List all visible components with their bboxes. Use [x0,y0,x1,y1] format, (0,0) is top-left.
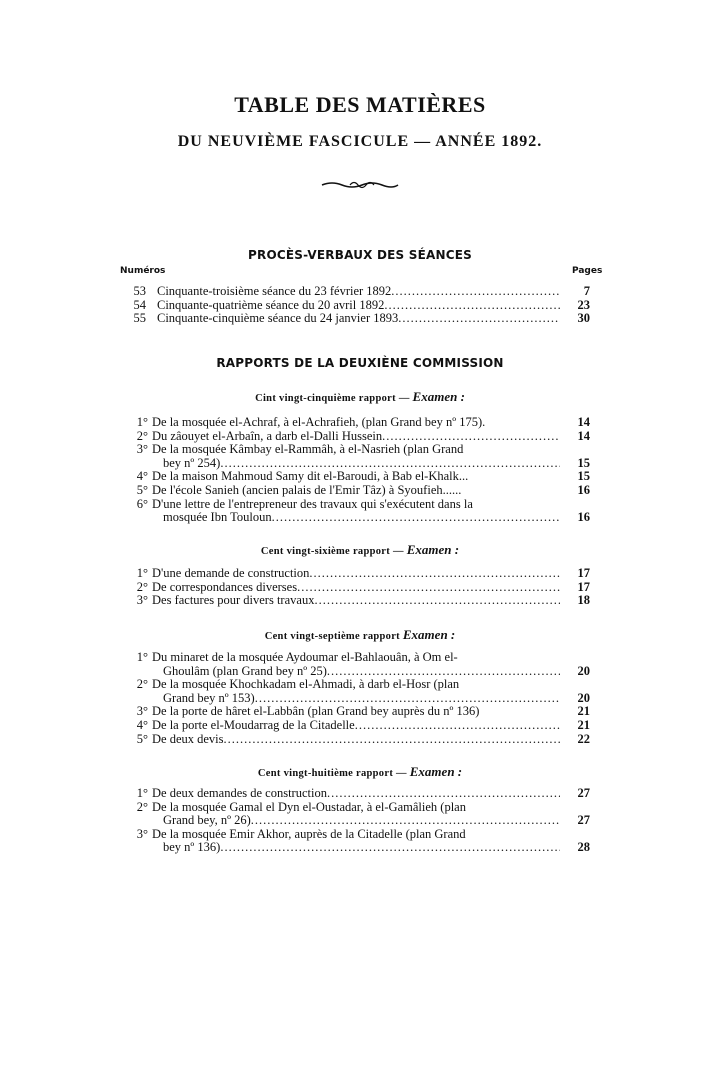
entry-number: 6° [136,496,148,511]
entry-text: De la mosquée Khochkadam el-Ahmadi, à darb el-Hosr (plan [152,678,460,692]
toc-entry [0,787,720,801]
toc-entry [0,719,720,733]
entry-number: 3° [136,704,148,719]
toc-entry [0,484,720,498]
entry-page: 21 [577,704,590,719]
report-heading-126 [0,542,720,558]
column-label-pages: Pages [572,266,603,276]
entry-page: 20 [577,663,590,678]
entry-text: De la mosquée Emir Akhor, auprès de la Citadelle (plan Grand [152,827,466,841]
entry-text: De la porte de hâret el-Labbân (plan Grand bey auprès du nº 136) [152,705,480,719]
entry-text: De la porte el-Moudarrag de la Citadelle ..... [152,719,560,733]
entry-number: 3° [136,442,148,457]
entry-page: 18 [577,593,590,608]
report-exam-label: Examen : [402,627,456,642]
toc-entry [0,678,720,705]
toc-entry [0,828,720,855]
toc-entry [0,416,720,430]
entry-text: De deux demandes de construction ..... [152,787,560,801]
toc-entry [0,594,720,608]
report-exam-label: Examen : [409,764,463,779]
entry-page: 21 [577,718,590,732]
toc-entry [0,705,720,719]
entry-text-continued: mosquée Ibn Touloun ..... [163,511,560,525]
page-title: TABLE DES MATIÈRES [234,92,486,117]
entry-text: D'une demande de construction ..... [152,567,560,581]
entry-text: Du minaret de la mosquée Aydoumar el-Bahlaouân, à Om el- [152,651,458,664]
entry-text: De la mosquée el-Achraf, à el-Achrafieh, (plan Grand bey nº 175). [152,416,486,429]
entry-number: 2° [136,677,148,692]
entry-number: 2° [136,799,148,814]
entry-text: De la mosquée Kâmbay el-Rammâh, à el-Nasrieh (plan Grand [152,443,464,457]
entry-number: 4° [136,469,148,484]
report-title: Cent vingt-huitième rapport — [257,768,410,779]
entry-page: 20 [577,690,590,705]
entry-page: 27 [577,786,590,800]
toc-entry [0,430,720,444]
entry-page: 22 [577,731,590,746]
entry-text-continued: Ghoulâm (plan Grand bey nº 25) ..... [163,665,560,679]
toc-entry [0,801,720,828]
section-heading-proces: PROCÈS-VERBAUX DES SÉANCES [248,248,472,262]
report-title: Cent vingt-septième rapport [264,631,403,642]
entry-text: De deux devis ..... [152,733,560,747]
entry-number: 1° [136,566,148,580]
toc-entry [0,651,720,678]
entry-number: 5° [136,731,148,746]
report-heading-127 [0,627,720,643]
report-title: Cint vingt-cinquième rapport — [255,393,413,404]
entry-number: 55 [133,311,146,325]
entry-text: De la maison Mahmoud Samy dit el-Baroudi, à Bab el-Khalk... [152,470,469,484]
entry-page: 23 [577,297,590,312]
section-heading-commission: RAPPORTS DE LA DEUXIÈNE COMMISSION [216,356,504,370]
entry-page: 28 [577,840,590,855]
entry-text-continued: bey nº 136) ..... [163,841,560,855]
toc-entry [0,498,720,525]
entry-text: De correspondances diverses ..... [152,581,560,595]
ornament-divider [320,180,400,190]
entry-number: 54 [133,297,146,312]
entry-page: 16 [577,483,590,497]
entry-text: Du zâouyet el-Arbaîn, a darb el-Dalli Hussein ..... [152,430,560,444]
column-label-numeros: Numéros [120,266,166,276]
report-heading-128 [0,764,720,780]
entry-text: D'une lettre de l'entrepreneur des travaux qui s'exécutent dans la [152,497,473,511]
toc-entry [0,285,720,299]
toc-entry [0,299,720,313]
entry-number: 1° [136,786,148,800]
entry-page: 27 [577,813,590,828]
entry-number: 1° [136,650,148,664]
entry-page: 7 [583,284,590,298]
entry-number: 2° [136,428,148,443]
entry-page: 15 [577,469,590,484]
report-exam-label: Examen : [406,542,460,557]
toc-entry [0,312,720,326]
toc-entry [0,733,720,747]
toc-entry [0,443,720,470]
entry-page: 17 [577,566,590,580]
entry-page: 14 [577,415,590,429]
toc-entry [0,470,720,484]
entry-text: De la mosquée Gamal el Dyn el-Oustadar, à el-Gamâlieh (plan [152,800,466,814]
report-heading-125 [0,389,720,405]
entry-text: Cinquante-troisième séance du 23 février 1892 ..... [157,285,560,299]
entry-number: 5° [136,483,148,497]
entry-page: 16 [577,510,590,525]
entry-number: 2° [136,579,148,594]
entry-number: 53 [133,284,146,298]
entry-page: 30 [577,311,590,325]
entry-text: Cinquante-quatrième séance du 20 avril 1892 ..... [157,299,560,313]
entry-page: 15 [577,455,590,470]
toc-entry [0,567,720,581]
entry-number: 1° [136,415,148,429]
entry-number: 3° [136,593,148,608]
entry-text: Des factures pour divers travaux ..... [152,594,560,608]
entry-number: 3° [136,826,148,841]
entry-page: 17 [577,579,590,594]
entry-text: Cinquante-cinquième séance du 24 janvier 1893 ..... [157,312,560,326]
report-title: Cent vingt-sixième rapport — [260,546,407,557]
entry-text-continued: bey nº 254) ..... [163,457,560,471]
entry-number: 4° [136,718,148,732]
entry-page: 14 [577,428,590,443]
entry-text: De l'école Sanieh (ancien palais de l'Emir Tâz) à Syoufieh...... [152,484,462,497]
entry-text-continued: Grand bey nº 153) ..... [163,692,560,706]
entry-text-continued: Grand bey, nº 26) ..... [163,814,560,828]
report-exam-label: Examen : [412,389,465,404]
page-subtitle: DU NEUVIÈME FASCICULE — ANNÉE 1892. [177,133,543,150]
toc-entry [0,581,720,595]
